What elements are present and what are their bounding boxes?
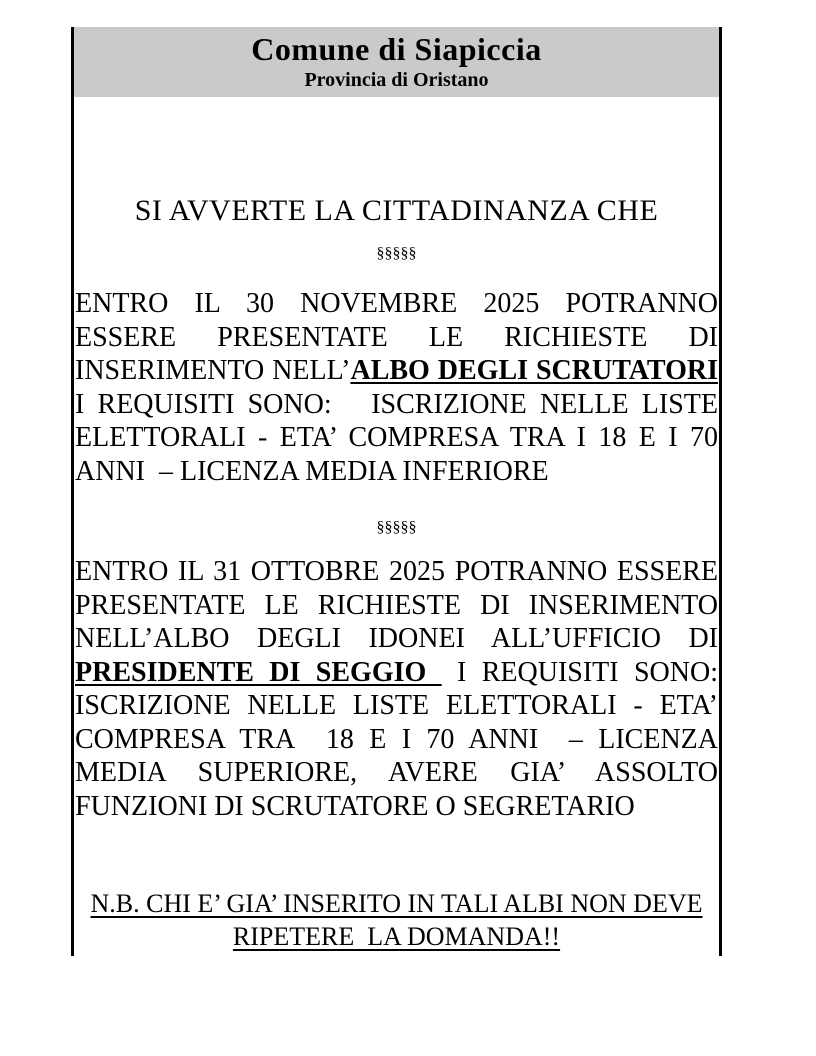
paragraph-line: ENTRO IL 31 OTTOBRE 2025 POTRANNO ESSERE — [75, 556, 718, 587]
paragraph-line: PRESENTATE LE RICHIESTE DI INSERIMENTO — [75, 589, 718, 621]
section-divider-1: §§§§§ — [376, 245, 417, 262]
paragraph-line: I REQUISITI SONO: ISCRIZIONE NELLE LISTE — [75, 388, 718, 420]
section-divider-2: §§§§§ — [376, 519, 417, 536]
notice-intro: SI AVVERTE LA CITTADINANZA CHE — [134, 194, 659, 227]
footnote-line — [74, 920, 719, 953]
municipality-title: Comune di Siapiccia — [251, 31, 542, 67]
emphasis-albo-scrutatori: ALBO DEGLI SCRUTATORI — [350, 355, 718, 386]
emphasis-presidente-di-seggio: PRESIDENTE DI SEGGIO — [75, 656, 442, 688]
line-text: INSERIMENTO NELL’ — [75, 355, 351, 386]
line-text: I REQUISITI SONO: — [441, 656, 718, 688]
paragraph-line: ELETTORALI - ETA’ COMPRESA TRA I 18 E I 70 — [75, 422, 718, 453]
notice-sheet — [71, 27, 722, 956]
paragraph-line: FUNZIONI DI SCRUTATORE O SEGRETARIO — [75, 790, 635, 822]
paragraph-line — [75, 354, 718, 388]
paragraph-presidente-seggio — [74, 555, 719, 823]
paragraph-line: MEDIA SUPERIORE, AVERE GIA’ ASSOLTO — [75, 757, 718, 788]
paragraph-albo-scrutatori — [74, 287, 719, 488]
paragraph-line: ENTRO IL 30 NOVEMBRE 2025 POTRANNO — [75, 288, 718, 319]
paragraph-line: ANNI – LICENZA MEDIA INFERIORE — [75, 455, 549, 487]
footnote-line — [74, 887, 719, 920]
paragraph-line — [75, 656, 718, 690]
province-subtitle: Provincia di Oristano — [304, 69, 489, 91]
paragraph-line: NELL’ALBO DEGLI IDONEI ALL’UFFICIO DI — [75, 623, 718, 654]
paragraph-line: ISCRIZIONE NELLE LISTE ELETTORALI - ETA’ — [75, 690, 718, 721]
header-band — [74, 27, 719, 97]
footnote-note — [74, 887, 719, 953]
footnote-text: N.B. CHI E’ GIA’ INSERITO IN TALI ALBI NON DEVE — [90, 889, 703, 918]
paragraph-line: COMPRESA TRA 18 E I 70 ANNI – LICENZA — [75, 723, 718, 755]
footnote-text: RIPETERE LA DOMANDA!! — [232, 922, 561, 951]
paragraph-line: ESSERE PRESENTATE LE RICHIESTE DI — [75, 321, 718, 353]
